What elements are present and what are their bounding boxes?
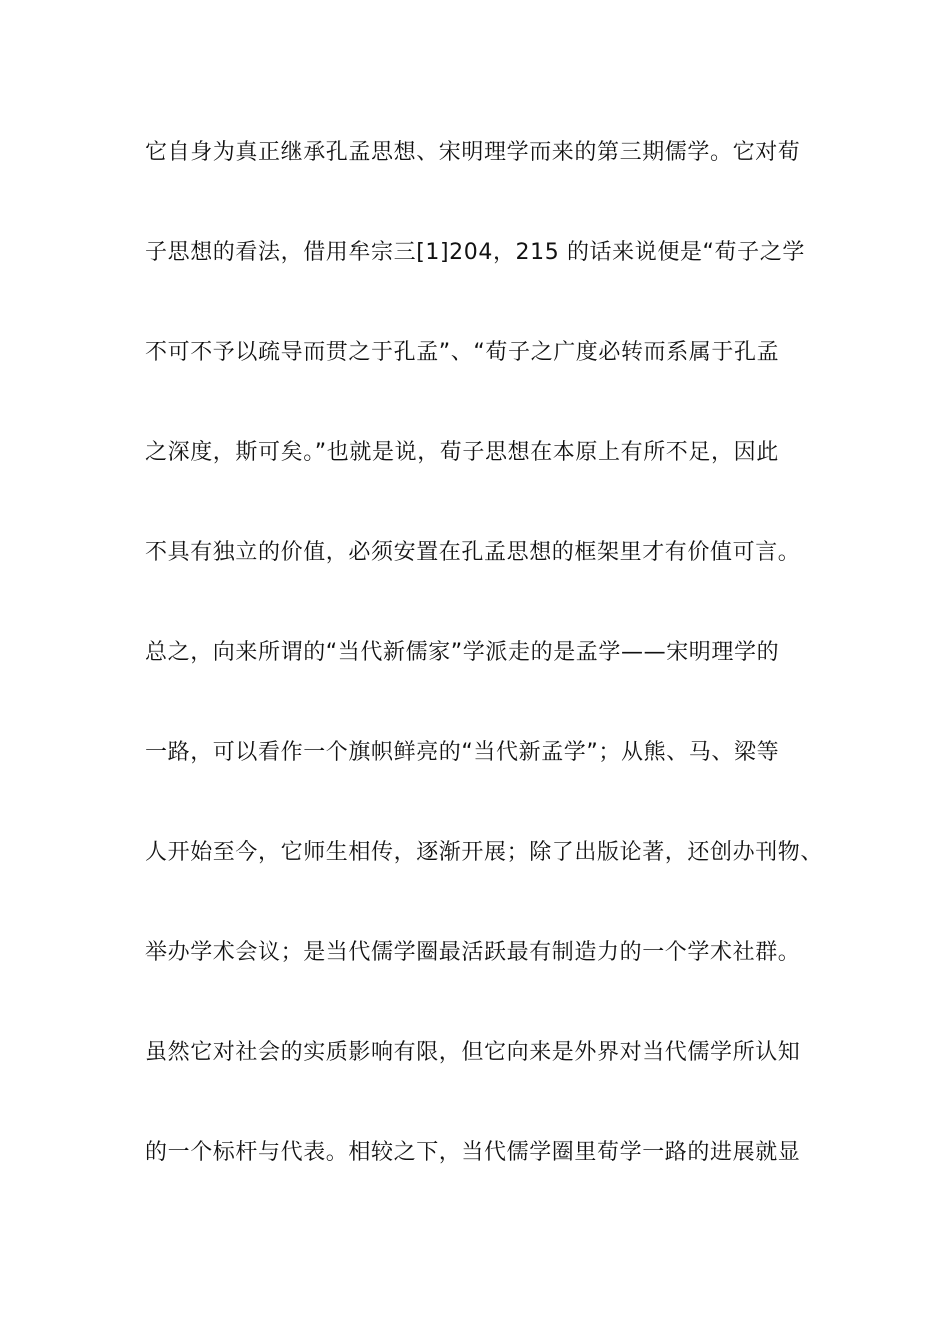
text-line: 的一个标杆与代表。相较之下，当代儒学圈里荀学一路的进展就显	[145, 1140, 801, 1165]
text-line: 人开始至今，它师生相传，逐渐开展；除了出版论著，还创办刊物、	[145, 840, 824, 865]
text-line: 子思想的看法，借用牟宗三[1]204，215 的话来说便是“荀子之学	[145, 240, 805, 265]
text-line: 总之，向来所谓的“当代新儒家”学派走的是孟学——宋明理学的	[145, 640, 780, 665]
text-line: 举办学术会议；是当代儒学圈最活跃最有制造力的一个学术社群。	[145, 940, 801, 965]
text-line: 它自身为真正继承孔孟思想、宋明理学而来的第三期儒学。它对荀	[145, 140, 801, 165]
body-text	[145, 133, 825, 1233]
text-line: 不可不予以疏导而贯之于孔孟”、“荀子之广度必转而系属于孔孟	[145, 340, 780, 365]
text-line: 不具有独立的价值，必须安置在孔孟思想的框架里才有价值可言。	[145, 540, 801, 565]
text-line: 一路，可以看作一个旗帜鲜亮的“当代新孟学”；从熊、马、梁等	[145, 740, 780, 765]
text-line: 之深度，斯可矣。”也就是说，荀子思想在本原上有所不足，因此	[145, 440, 779, 465]
text-line: 虽然它对社会的实质影响有限，但它向来是外界对当代儒学所认知	[145, 1040, 801, 1065]
